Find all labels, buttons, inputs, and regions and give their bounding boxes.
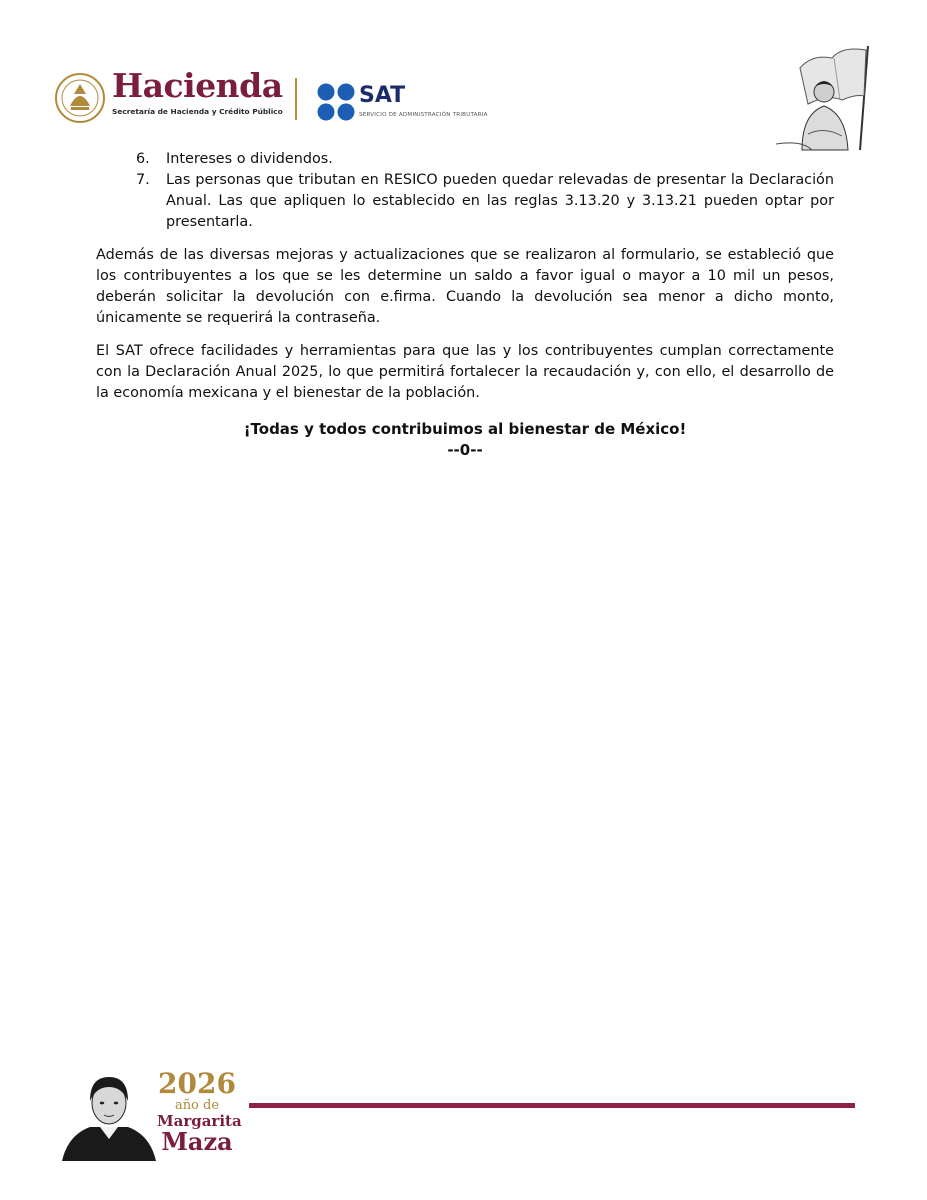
margarita-maza-portrait [60,1065,158,1161]
year-name-last: Maza [161,1127,233,1156]
sat-subtitle: SERVICIO DE ADMINISTRACIÓN TRIBUTARIA [359,112,488,118]
document-body [96,149,834,460]
sat-title: SAT [359,83,406,108]
list-text: Las personas que tributan en RESICO pueden quedar relevadas de presentar la Declaración Anual. Las que apliquen lo establecido en las reglas 3.13.20 y 3.13.21 pueden optar por presentarla. [166,172,834,230]
closing-slogan: ¡Todas y todos contribuimos al bienestar de México! [243,420,687,438]
sat-dots-icon [316,82,356,122]
page-header [0,0,927,160]
end-mark: --0-- [447,441,483,459]
woman-with-flag-illustration [772,44,874,152]
sat-logo [359,84,488,118]
footer-rule [249,1103,855,1108]
list-text: Intereses o dividendos. [166,151,333,167]
page-footer [0,1055,927,1165]
national-seal-icon [54,72,106,124]
hacienda-subtitle: Secretaría de Hacienda y Crédito Público [112,107,283,116]
year-number: 2026 [158,1067,236,1100]
hacienda-logo [112,68,283,116]
paragraph: Además de las diversas mejoras y actualizaciones que se realizaron al formulario, se estableció que los contribuyentes a los que se les determine un saldo a favor igual o mayor a 10 mil un pesos, deberán solicitar la devolución con e.firma. Cuando la devolución sea menor a dicho monto, únicamente se requerirá la contraseña. [96,247,834,326]
list-number: 7. [136,172,150,188]
list-number: 6. [136,151,150,167]
year-name-first: Margarita [157,1112,242,1130]
hacienda-title: Hacienda [112,66,283,105]
paragraph: El SAT ofrece facilidades y herramientas para que las y los contribuyentes cumplan correctamente con la Declaración Anual 2025, lo que permitirá fortalecer la recaudación y, con ello, el desarrollo de la economía mexicana y el bienestar de la población. [96,343,834,401]
list-item [96,149,834,170]
logo-divider [295,78,297,120]
year-subtitle: año de [174,1098,220,1113]
list-item [96,170,834,233]
numbered-list [96,149,834,233]
year-emblem [157,1067,242,1156]
